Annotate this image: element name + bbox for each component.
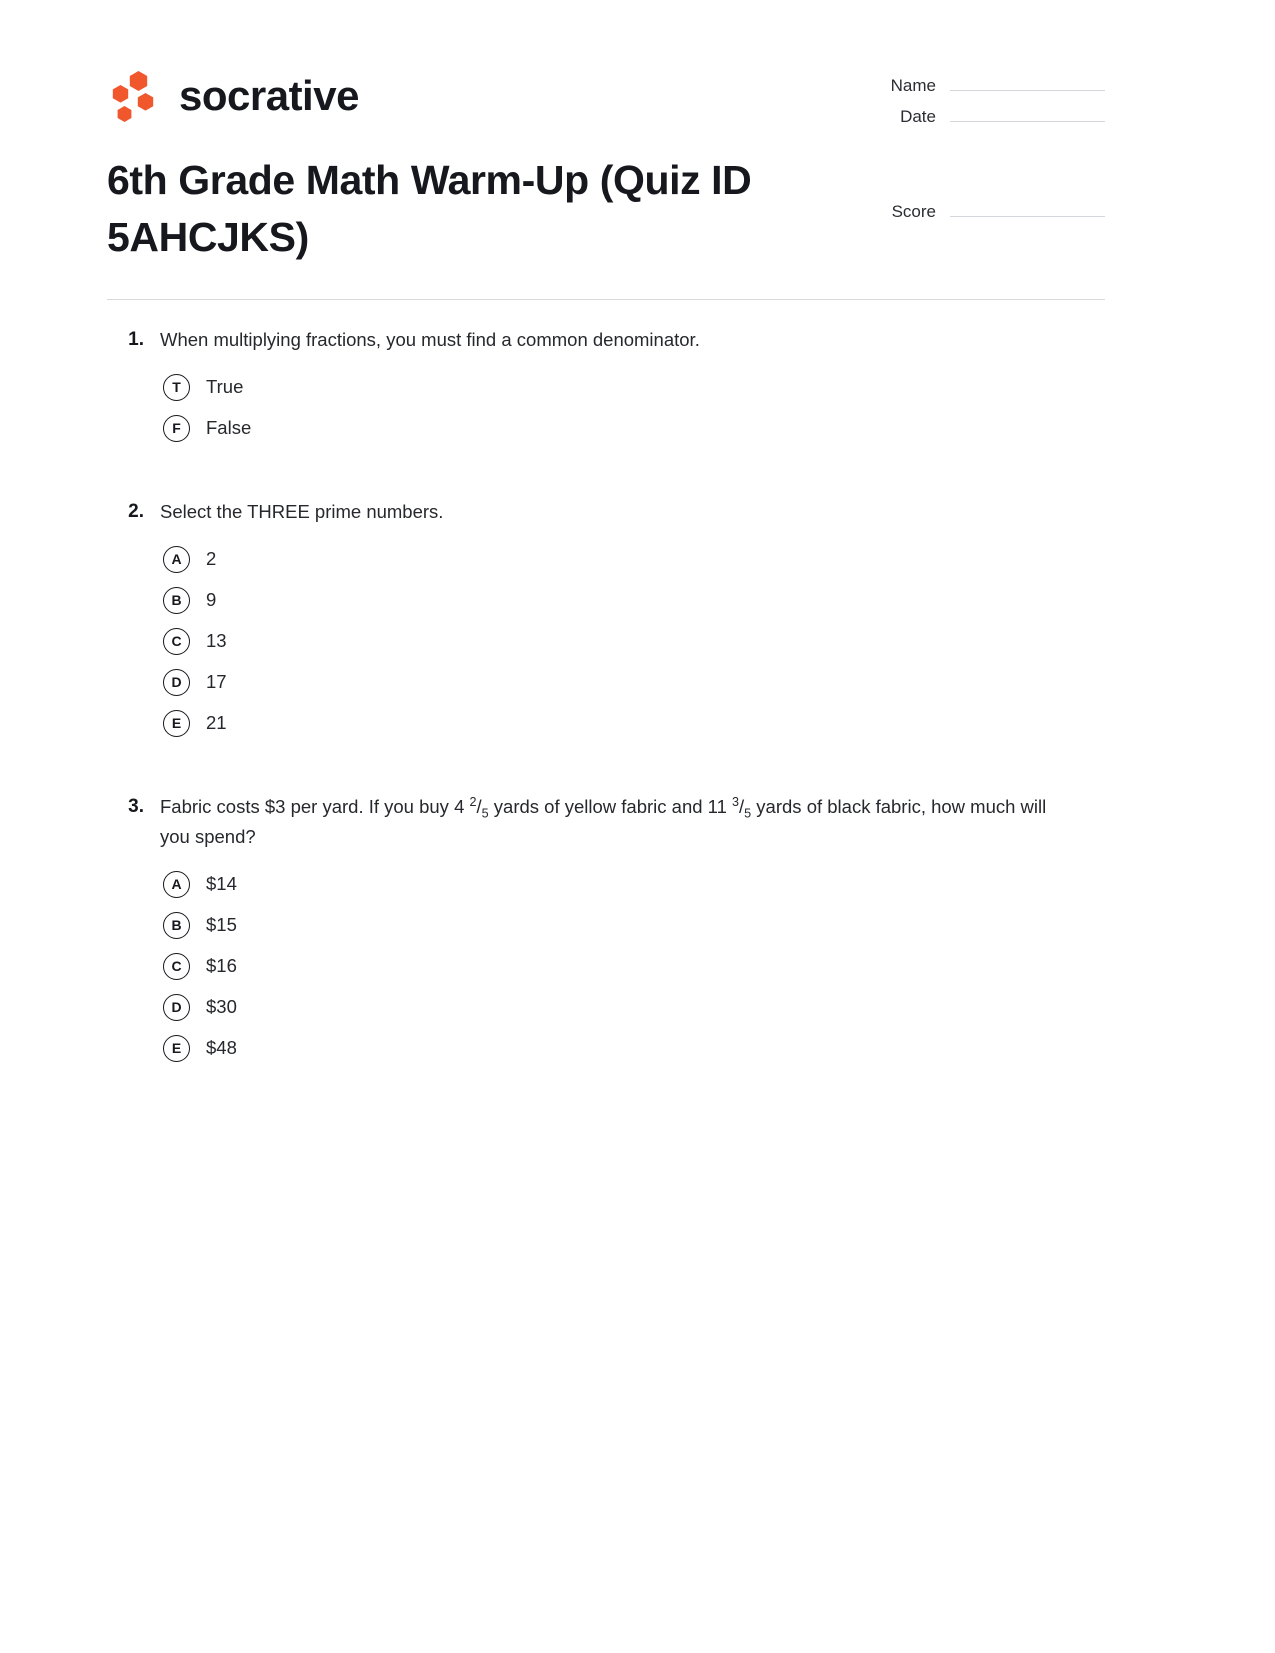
option-row[interactable] [107,367,1107,408]
option-row[interactable] [107,703,1107,744]
fraction-numerator: 2 [469,794,477,809]
option-row[interactable] [107,905,1107,946]
option-bubble-c[interactable]: C [163,628,190,655]
question-number: 3. [128,795,144,817]
header-divider [107,299,1105,300]
option-label: $30 [206,996,237,1018]
option-row[interactable] [107,580,1107,621]
option-label: 13 [206,630,227,652]
option-bubble-e[interactable]: E [163,710,190,737]
question-text [160,792,1065,852]
option-row[interactable] [107,946,1107,987]
option-label: 9 [206,589,217,611]
question-text: Select the THREE prime numbers. [160,500,444,522]
score-field-row [865,199,1105,222]
option-bubble-f[interactable]: F [163,415,190,442]
fraction-denominator: 5 [744,806,752,821]
option-bubble-c[interactable]: C [163,953,190,980]
name-field-row [865,73,1105,96]
option-bubble-b[interactable]: B [163,912,190,939]
fraction-numerator: 3 [732,794,740,809]
question-text-part: Fabric costs $3 per yard. If you buy 4 [160,795,470,817]
question-item [107,325,1107,449]
option-bubble-a[interactable]: A [163,546,190,573]
question-number: 1. [128,329,144,350]
score-field-label: Score [891,202,936,221]
question-text-part: yards of yellow fabric and 11 [488,795,733,817]
brand-name: socrative [179,72,359,119]
question-header [107,325,1107,355]
quiz-title: 6th Grade Math Warm-Up (Quiz ID 5AHCJKS) [107,157,752,260]
option-bubble-d[interactable]: D [163,669,190,696]
option-label: $15 [206,914,237,936]
question-header [107,497,1107,527]
fraction-separator: / [739,795,745,817]
question-text-part: yards of black fabric, how much will you spend? [160,795,1047,847]
option-bubble-d[interactable]: D [163,994,190,1021]
option-label: $16 [206,955,237,977]
option-label: $14 [206,873,237,895]
option-row[interactable] [107,864,1107,905]
questions-list [107,325,1107,1117]
date-field-input[interactable] [950,104,1105,122]
option-row[interactable] [107,987,1107,1028]
options-list [107,539,1107,744]
option-row[interactable] [107,621,1107,662]
fraction-separator: / [476,795,482,817]
option-bubble-t[interactable]: T [163,374,190,401]
option-label: True [206,376,244,398]
option-row[interactable] [107,408,1107,449]
option-bubble-e[interactable]: E [163,1035,190,1062]
option-row[interactable] [107,539,1107,580]
date-field-row [865,104,1105,127]
question-header [107,792,1107,852]
socrative-brand [107,68,359,124]
options-list [107,864,1107,1069]
question-text: When multiplying fractions, you must find a common denominator. [160,329,700,350]
question-item [107,792,1107,1069]
option-label: 21 [206,712,227,734]
option-label: 2 [206,548,217,570]
options-list [107,367,1107,449]
score-field-input[interactable] [950,199,1105,217]
name-field-label: Name [890,76,936,95]
option-label: 17 [206,671,227,693]
student-meta-fields [865,73,1105,230]
page-header [107,60,1105,275]
option-label: False [206,417,252,439]
fraction-denominator: 5 [481,806,489,821]
option-label: $48 [206,1037,237,1059]
hexagon-cluster-logo-icon [107,68,163,124]
option-row[interactable] [107,662,1107,703]
question-item [107,497,1107,744]
question-number: 2. [128,500,144,522]
option-row[interactable] [107,1028,1107,1069]
option-bubble-a[interactable]: A [163,871,190,898]
name-field-input[interactable] [950,73,1105,91]
option-bubble-b[interactable]: B [163,587,190,614]
date-field-label: Date [900,107,936,126]
